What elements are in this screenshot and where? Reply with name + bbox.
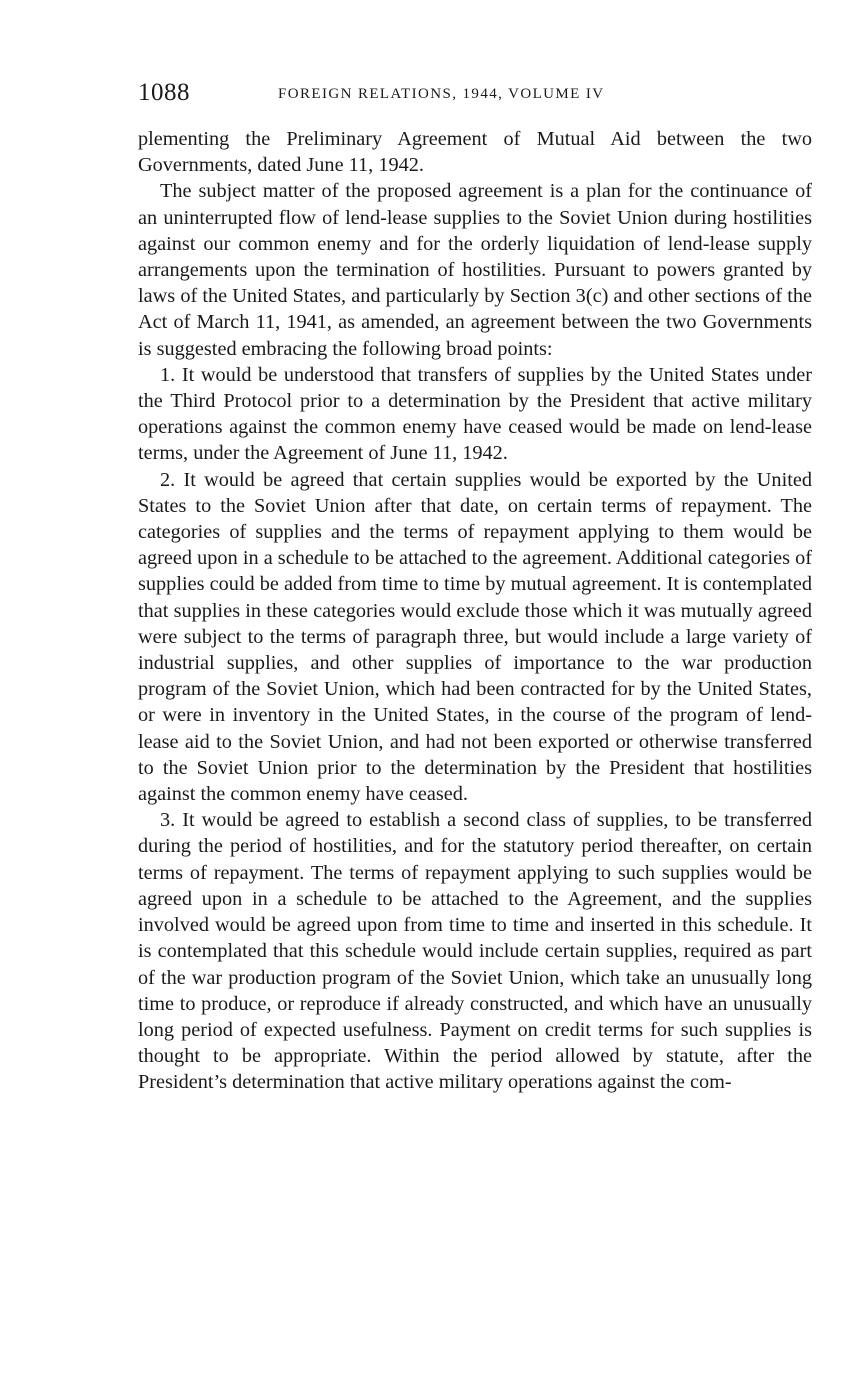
paragraph-point-3: 3. It would be agreed to establish a second class of supplies, to be transferred during the period of hostilities, and for the statutory period thereafter, on certain terms of repayment. The terms of repayment applying to such supplies would be agreed upon in a schedule to be attached to the Agreement, and the supplies involved would be agreed upon from time to time and inserted in this schedule. It is contemplated that this schedule would include certain supplies, required as part of the war production program of the Soviet Union, which take an unusually long time to produce, or reproduce if already constructed, and which have an unusually long period of expected usefulness. Payment on credit terms for such supplies is thought to be appropriate. Within the period allowed by statute, after the President’s determination that active military operations against the com- bbox=[138, 809, 812, 1094]
paragraph-continuation: plementing the Preliminary Agreement of Mutual Aid between the two Governments, dated June 11, 1942. bbox=[138, 128, 812, 177]
running-title: FOREIGN RELATIONS, 1944, VOLUME IV bbox=[278, 86, 605, 102]
document-page bbox=[138, 78, 812, 1096]
paragraph-point-2: 2. It would be agreed that certain supplies would be exported by the United States to the Soviet Union after that date, on certain terms of repayment. The categories of supplies and the terms of repayment applying to them would be agreed upon in a schedule to be attached to the agreement. Additional categories of supplies could be added from time to time by mutual agreement. It is contemplated that supplies in these categories would exclude those which it was mutually agreed were subject to the terms of paragraph three, but would include a large variety of industrial supplies, and other supplies of importance to the war production program of the Soviet Union, which had been contracted for by the United States, or were in inventory in the United States, in the course of the program of lend-lease aid to the Soviet Union, and had not been exported or otherwise transferred to the Soviet Union prior to the determination by the President that hostilities against the common enemy have ceased. bbox=[138, 468, 812, 806]
page-number: 1088 bbox=[138, 79, 190, 106]
paragraph-subject-matter: The subject matter of the proposed agreement is a plan for the continuance of an uninterrupted flow of lend-lease supplies to the Soviet Union during hostilities against our common enemy and for the orderly liquidation of lend-lease supply arrangements upon the termination of hostilities. Pursuant to powers granted by laws of the United States, and particularly by Section 3(c) and other sections of the Act of March 11, 1941, as amended, an agreement between the two Governments is suggested embracing the following broad points: bbox=[138, 180, 812, 360]
running-head bbox=[138, 78, 812, 112]
body-text bbox=[138, 126, 812, 1096]
paragraph-point-1: 1. It would be understood that transfers of supplies by the United States under the Third Protocol prior to a determination by the President that active military operations against the common enemy have ceased would be made on lend-lease terms, under the Agreement of June 11, 1942. bbox=[138, 363, 812, 465]
